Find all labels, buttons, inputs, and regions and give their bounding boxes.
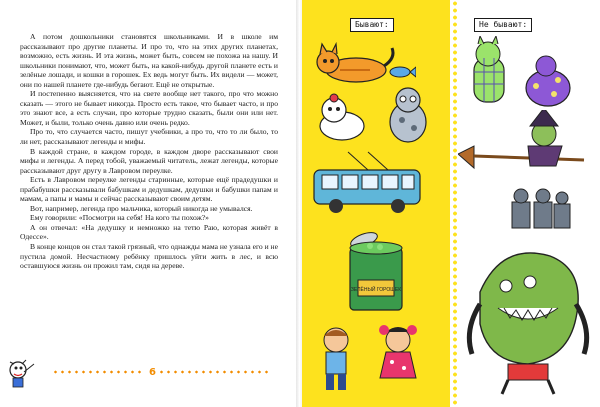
paragraph: Вот, например, легенда про мальчика, который никогда не умывался. [30,203,253,213]
paragraph: А потом дошкольники становятся школьниками. И в школе им рассказывают про другие планеты. И про то, что на этих других планетах, возможно, есть жизнь. И эта жизнь, может быть, совсем не похожа на нашу. И школьники понимают, что, может быть, на какой-нибудь другой планете есть и зелёные лошади, и кошки в горошек. Ех ведь могут быть. Их видели — может, они по нашей планете где-нибудь бегают. Ещё не открытые. [20,32,278,89]
right-page [302,0,600,407]
paragraph: В конце концов он стал такой грязный, что однажды мама не узнала его и не пустила домой. Несчастному ребёнку пришлось уйти жить в лес, и всю оставшуюся жизнь он прожил там, сидя на дереве. [20,242,278,271]
girl-illustration [374,322,422,396]
pea-can-illustration [336,222,416,318]
paragraph: Ему говорили: «Посмотри на себя! На кого ты похож?» [30,213,209,223]
fish-illustration [388,64,416,80]
not-exists-label: Не бывают: [474,18,532,32]
paragraph: В каждой стране, в каждом городе, в каждом дворе рассказывают свои мифы и легенды. А перед тобой, уважаемый читатель, лежат легенды, которые рассказывают друг другу в Лавровом переулке. [20,146,278,175]
witch-on-broom-illustration [458,110,586,184]
paragraph: Про то, что случается часто, пишут учебники, а про то, что то ли было, то ли нет, рассказывают легенды и мифы. [20,127,278,147]
left-page [0,0,298,407]
dotted-rule-left [52,370,144,374]
corner-character-illustration [4,352,44,392]
green-plaid-cat-illustration [462,36,514,108]
exists-label: Бывают: [350,18,394,32]
paragraph: Есть в Лавровом переулке легенды старинные, которые ещё прадедушки и прабабушки рассказывали бабушкам и дедушкам, дедушки и бабушки папам и мамам, а папы и мамы и сейчас рассказывают своим детям. [20,175,278,204]
green-monster-illustration [458,234,596,396]
gray-cat-illustration [380,82,436,148]
body-text [20,32,278,271]
trolleybus-illustration [308,148,428,216]
white-cat-illustration [312,92,372,144]
boy-illustration [316,324,356,396]
page-number: 6 [149,367,156,378]
purple-cat-illustration [518,52,582,112]
can-label: ЗЕЛЁНЫЙ ГОРОШЕК [350,287,402,293]
paragraph: И постепенно выясняется, что на свете вообще нет такого, про что можно сказать — этого не бывает никогда. Просто есть такое, что бывает часто, и про это знают все, а есть случаи, про которые трудно сказать, были они или нет. Может, и были, только очень давно или очень редко. [20,89,278,127]
paragraph: А он отвечал: «На дедушку и немножко на тетю Раю, которая живёт в Одессе». [20,222,278,242]
dotted-rule-right [158,370,270,374]
